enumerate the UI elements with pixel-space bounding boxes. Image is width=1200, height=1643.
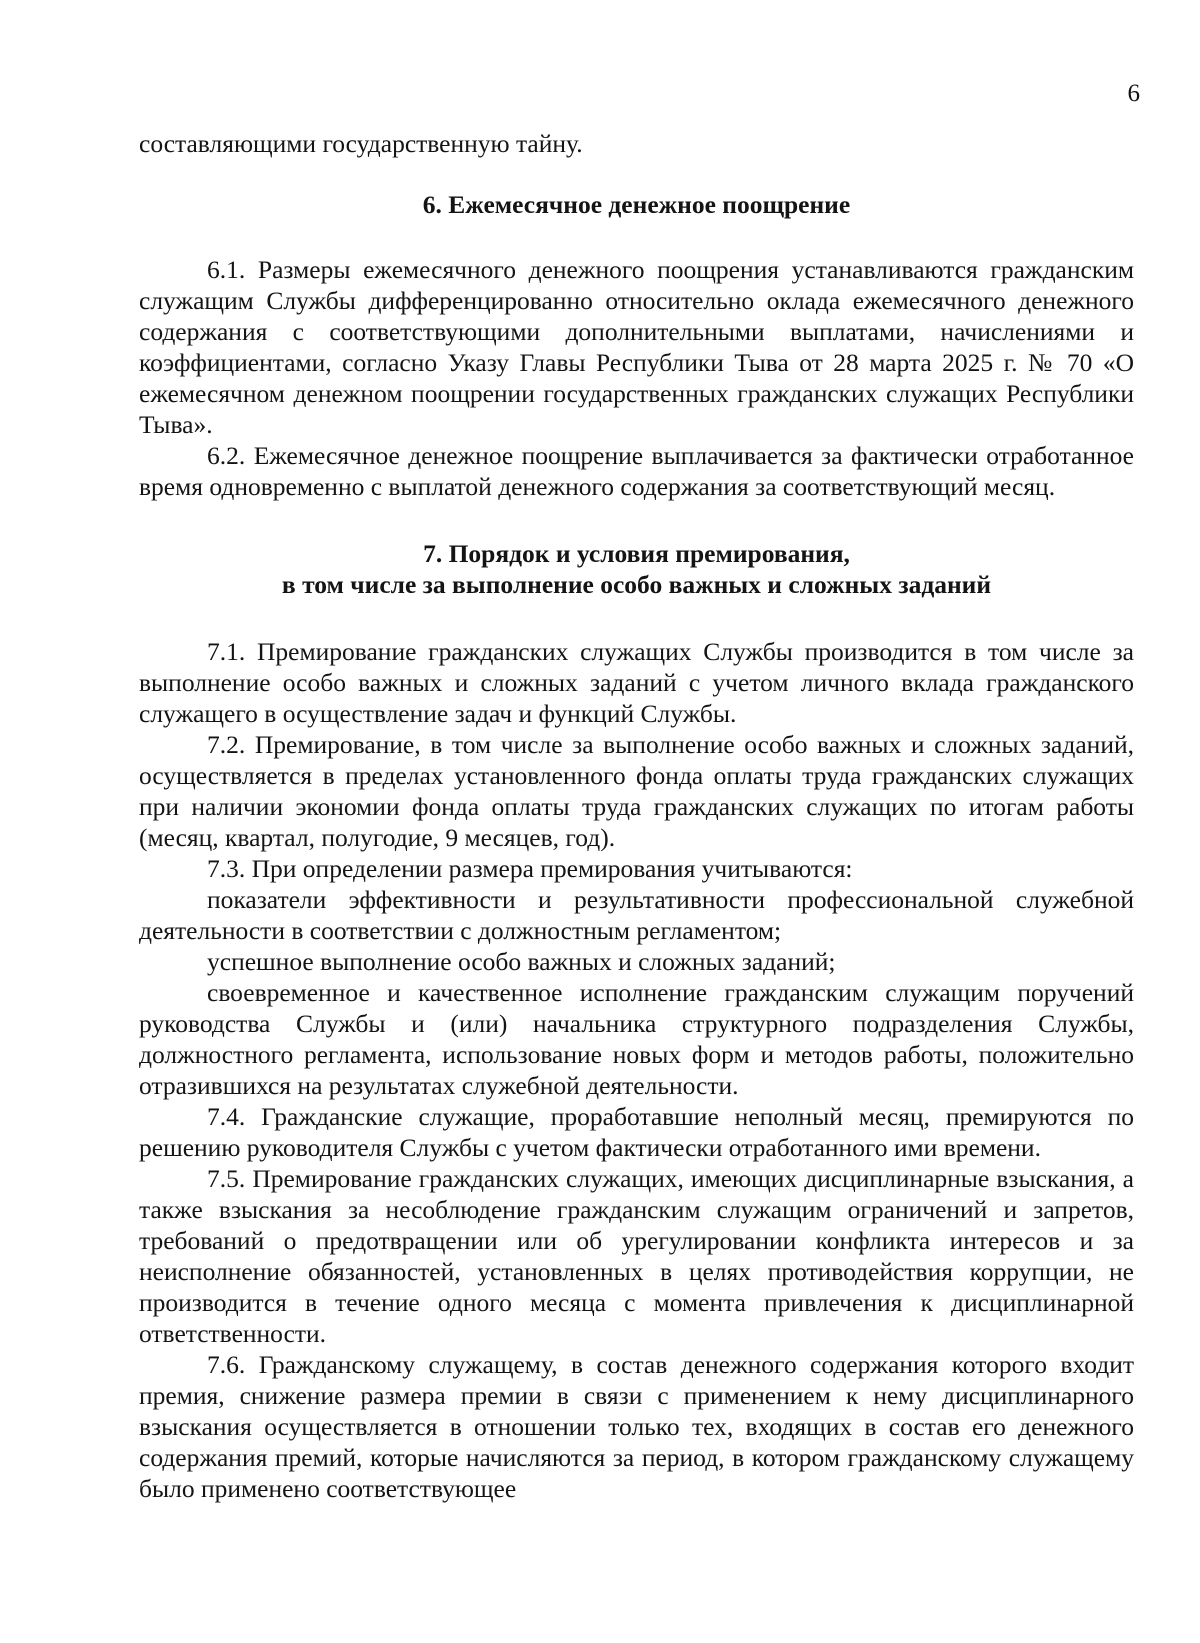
paragraph-7-3: 7.3. При определении размера премирования учитываются: [207,854,853,883]
section-7-title-line-1: 7. Порядок и условия премирования, [423,539,850,568]
list-item-criteria-2: успешное выполнение особо важных и сложных заданий; [207,947,836,976]
document-body [139,128,1134,1504]
paragraph-7-2: 7.2. Премирование, в том числе за выполнение особо важных и сложных заданий, осуществляется в пределах установленного фонда оплаты труда гражданских служащих при наличии экономии фонда оплаты труда гражданских служащих по итогам работы (месяц, квартал, полугодие, 9 месяцев, год). [139,730,1134,852]
paragraph-7-5: 7.5. Премирование гражданских служащих, имеющих дисциплинарные взыскания, а также взыскания за несоблюдение гражданским служащим ограничений и запретов, требований о предотвращении или об урегулировании конфликта интересов и за неисполнение обязанностей, установленных в целях противодействия коррупции, не производится в течение одного месяца с момента привлечения к дисциплинарной ответственности. [139,1164,1134,1348]
paragraph-7-6: 7.6. Гражданскому служащему, в состав денежного содержания которого входит премия, снижение размера премии в связи с применением к нему дисциплинарного взыскания осуществляется в отношении только тех, входящих в состав его денежного содержания премий, которые начисляются за период, в котором гражданскому служащему было применено соответствующее [139,1350,1134,1503]
page-number: 6 [1127,80,1140,107]
paragraph-6-1: 6.1. Размеры ежемесячного денежного поощрения устанавливаются гражданским служащим Службы дифференцированно относительно оклада ежемесячного денежного содержания с соответствующими дополнительными выплатами, начислениями и коэффициентами, согласно Указу Главы Республики Тыва от 28 марта 2025 г. № 70 «О ежемесячном денежном поощрении государственных гражданских служащих Республики Тыва». [139,255,1134,439]
continuation-text: составляющими государственную тайну. [139,129,583,158]
section-6-title: 6. Ежемесячное денежное поощрение [422,190,851,219]
paragraph-6-2: 6.2. Ежемесячное денежное поощрение выплачивается за фактически отработанное время одновременно с выплатой денежного содержания за соответствующий месяц. [139,441,1134,501]
paragraph-7-4: 7.4. Гражданские служащие, проработавшие неполный месяц, премируются по решению руководителя Службы с учетом фактически отработанного ими времени. [139,1102,1134,1162]
section-7-title-line-2: в том числе за выполнение особо важных и сложных заданий [281,570,992,599]
paragraph-7-1: 7.1. Премирование гражданских служащих Службы производится в том числе за выполнение особо важных и сложных заданий с учетом личного вклада гражданского служащего в осуществление задач и функций Службы. [139,637,1134,728]
section-7-title [139,538,1134,600]
list-item-criteria-3: своевременное и качественное исполнение гражданским служащим поручений руководства Службы и (или) начальника структурного подразделения Службы, должностного регламента, использование новых форм и методов работы, положительно отразившихся на результатах служебной деятельности. [139,978,1134,1100]
list-item-criteria-1: показатели эффективности и результативности профессиональной служебной деятельности в соответствии с должностным регламентом; [139,885,1134,945]
